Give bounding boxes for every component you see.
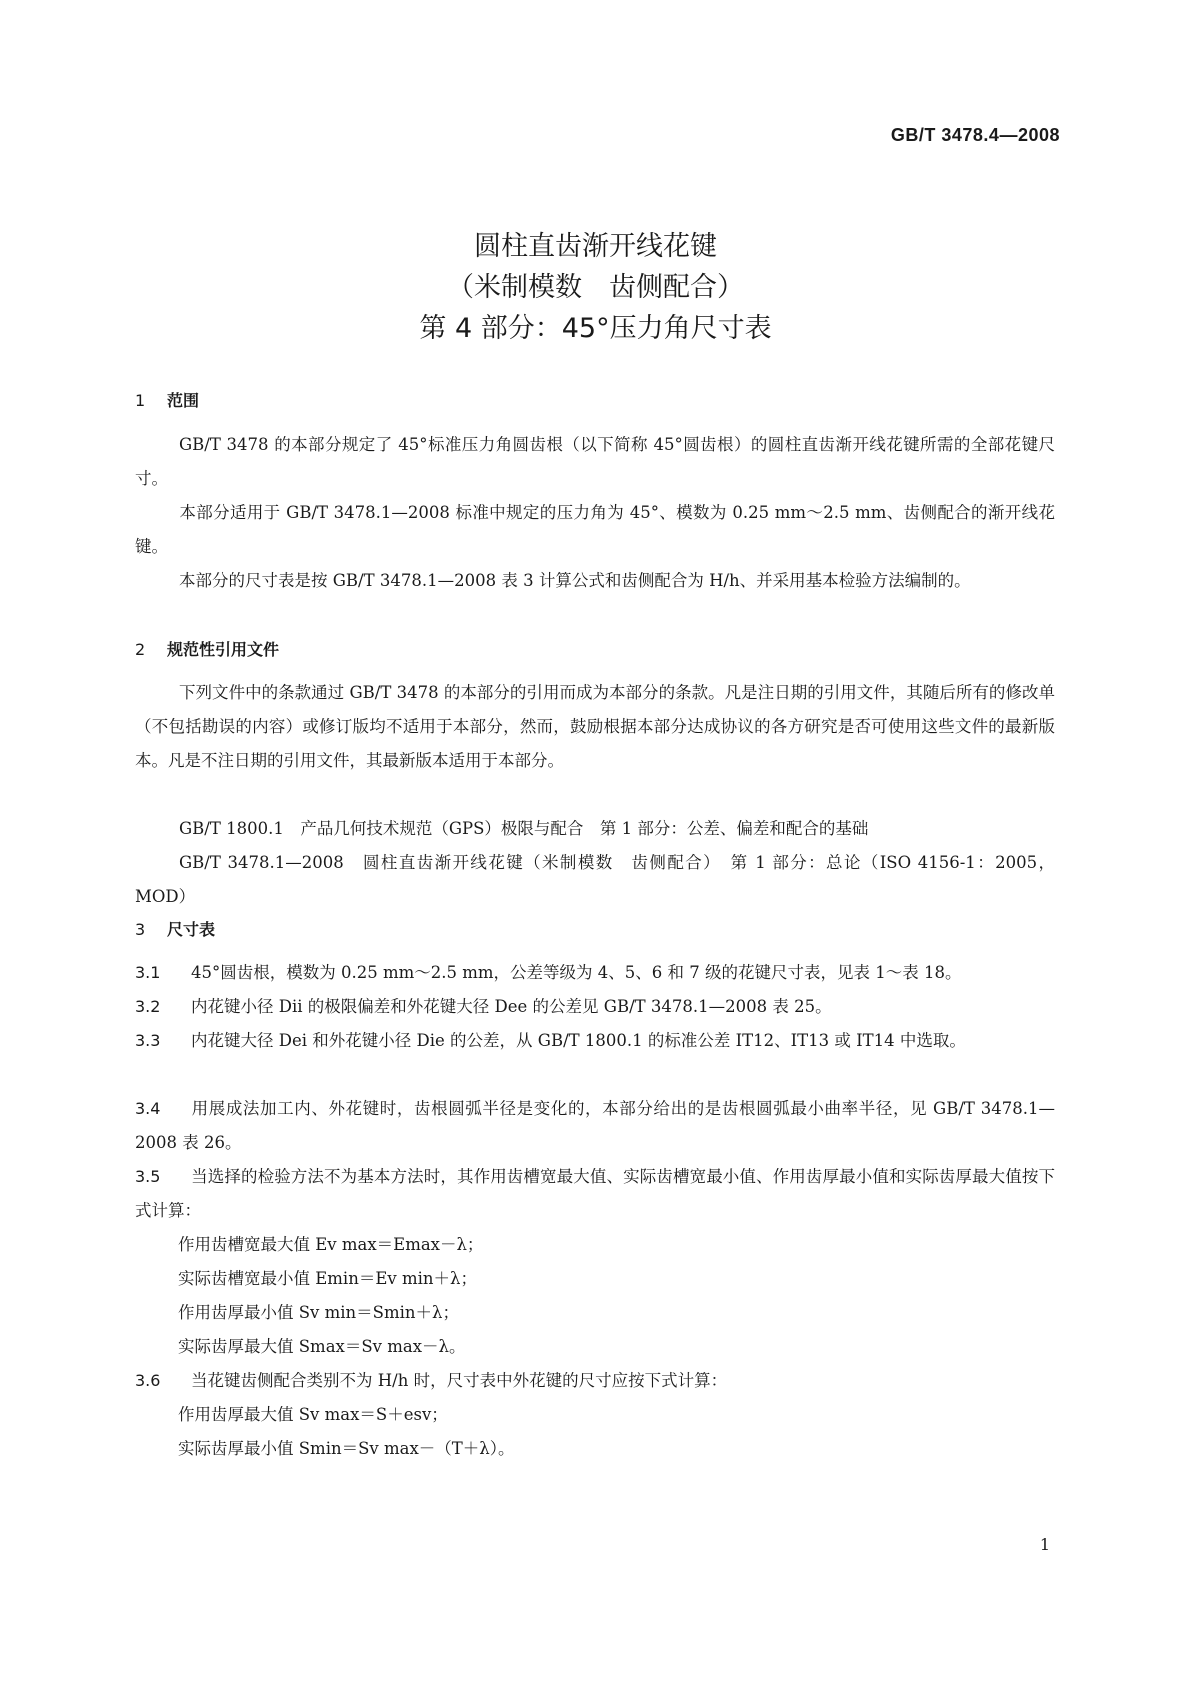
title-line-1: 圆柱直齿渐开线花键 — [474, 231, 717, 262]
formula-line: 实际齿厚最小值 Smin＝Sv max－（T＋λ）。 — [178, 1439, 515, 1458]
section-title: 规范性引用文件 — [167, 640, 280, 659]
formula-line: 作用齿厚最大值 Sv max＝S＋esv； — [178, 1405, 448, 1424]
reference-item: GB/T 1800.1 产品几何技术规范（GPS）极限与配合 第 1 部分：公差、偏差和配合的基础 — [179, 819, 869, 838]
section-heading-scope — [135, 388, 199, 411]
section-number: 2 — [135, 640, 146, 659]
page-number: 1 — [1039, 1535, 1050, 1554]
formula-line: 实际齿槽宽最小值 Emin＝Ev min＋λ； — [178, 1269, 477, 1288]
clause-3-5: 3.5 当选择的检验方法不为基本方法时，其作用齿槽宽最大值、实际齿槽宽最小值、作用齿厚最小值和实际齿厚最大值按下式计算： — [135, 1167, 1055, 1220]
paragraph: 下列文件中的条款通过 GB/T 3478 的本部分的引用而成为本部分的条款。凡是注日期的引用文件，其随后所有的修改单（不包括勘误的内容）或修订版均不适用于本部分，然而，鼓励根据本部分达成协议的各方研究是否可使用这些文件的最新版本。凡是不注日期的引用文件，其最新版本适用于本部分。 — [135, 683, 1055, 770]
formula-line: 作用齿厚最小值 Sv min＝Smin＋λ； — [178, 1303, 459, 1322]
paragraph: 本部分适用于 GB/T 3478.1—2008 标准中规定的压力角为 45°、模数为 0.25 mm～2.5 mm、齿侧配合的渐开线花键。 — [135, 503, 1055, 556]
document-title — [0, 226, 1191, 349]
clause-3-6: 3.6 当花键齿侧配合类别不为 H/h 时，尺寸表中外花键的尺寸应按下式计算： — [135, 1371, 728, 1390]
reference-item: GB/T 3478.1—2008 圆柱直齿渐开线花键（米制模数 齿侧配合） 第 1 部分：总论（ISO 4156-1：2005，MOD） — [135, 853, 1055, 906]
clause-3-3: 3.3 内花键大径 Dei 和外花键小径 Die 的公差，从 GB/T 1800.1 的标准公差 IT12、IT13 或 IT14 中选取。 — [135, 1031, 966, 1050]
section-title: 尺寸表 — [167, 920, 216, 939]
formula-line: 实际齿厚最大值 Smax＝Sv max－λ。 — [178, 1337, 466, 1356]
title-line-3: 第 4 部分：45°压力角尺寸表 — [419, 313, 772, 344]
title-line-2: （米制模数 齿侧配合） — [447, 272, 744, 303]
section-heading-dimension-tables — [135, 917, 215, 940]
section-number: 3 — [135, 920, 146, 939]
standard-code: GB/T 3478.4—2008 — [890, 125, 1060, 145]
section-number: 1 — [135, 391, 146, 410]
clause-3-1: 3.1 45°圆齿根，模数为 0.25 mm～2.5 mm，公差等级为 4、5、6 和 7 级的花键尺寸表，见表 1～表 18。 — [135, 963, 962, 982]
paragraph: 本部分的尺寸表是按 GB/T 3478.1—2008 表 3 计算公式和齿侧配合为 H/h、并采用基本检验方法编制的。 — [179, 571, 971, 590]
section-heading-normative-references — [135, 637, 279, 660]
paragraph: GB/T 3478 的本部分规定了 45°标准压力角圆齿根（以下简称 45°圆齿根）的圆柱直齿渐开线花键所需的全部花键尺寸。 — [135, 435, 1055, 488]
section-title: 范围 — [167, 391, 200, 410]
formula-line: 作用齿槽宽最大值 Ev max＝Emax－λ； — [178, 1235, 484, 1254]
clause-3-2: 3.2 内花键小径 Dii 的极限偏差和外花键大径 Dee 的公差见 GB/T 3478.1—2008 表 25。 — [135, 997, 832, 1016]
clause-3-4: 3.4 用展成法加工内、外花键时，齿根圆弧半径是变化的，本部分给出的是齿根圆弧最小曲率半径，见 GB/T 3478.1—2008 表 26。 — [135, 1099, 1055, 1152]
